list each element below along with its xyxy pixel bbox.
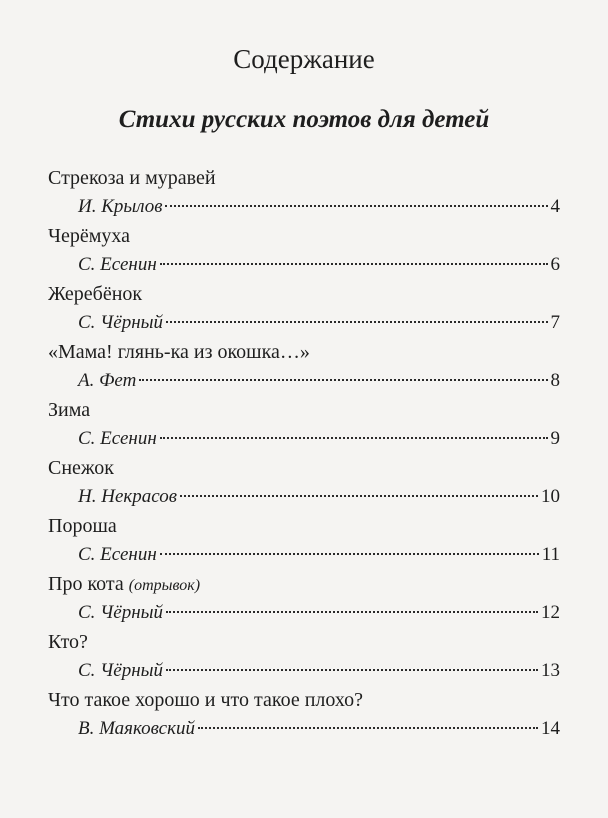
author-name: В. Маяковский (78, 718, 195, 739)
dot-leader (160, 437, 548, 439)
poem-title (48, 686, 560, 714)
poem-title-text: Черёмуха (48, 225, 131, 247)
toc-entry (48, 338, 560, 396)
dot-leader (160, 263, 548, 265)
author-name: С. Чёрный (78, 660, 163, 681)
author-name: Н. Некрасов (78, 486, 177, 507)
poem-title (48, 628, 560, 656)
author-line (48, 192, 560, 222)
poem-title (48, 454, 560, 482)
poem-title-text: Кто? (48, 631, 88, 653)
poem-title (48, 222, 560, 250)
toc-entry (48, 454, 560, 512)
page-number: 6 (550, 254, 560, 275)
author-name: С. Чёрный (78, 312, 163, 333)
dot-leader (180, 495, 538, 497)
page-number: 11 (541, 544, 560, 565)
poem-title-text: «Мама! глянь-ка из окошка…» (48, 341, 310, 363)
page-number: 13 (541, 660, 560, 681)
page-number: 10 (541, 486, 560, 507)
toc-entry (48, 570, 560, 628)
dot-leader (166, 611, 538, 613)
poem-title-text: Зима (48, 399, 91, 421)
page-title: Содержание (233, 44, 375, 74)
table-of-contents (48, 164, 560, 744)
poem-title (48, 338, 560, 366)
author-name: С. Есенин (78, 428, 157, 449)
dot-leader (198, 727, 538, 729)
page-number: 12 (541, 602, 560, 623)
author-line (48, 656, 560, 686)
author-line (48, 714, 560, 744)
poem-note: (отрывок) (128, 577, 201, 594)
dot-leader (166, 321, 548, 323)
author-name: И. Крылов (78, 196, 163, 217)
poem-title-text: Что такое хорошо и что такое плохо? (48, 689, 364, 711)
author-name: С. Есенин (78, 544, 157, 565)
poem-title (48, 396, 560, 424)
author-name: А. Фет (78, 370, 137, 391)
section-title: Стихи русских поэтов для детей (118, 106, 490, 133)
page-number: 8 (550, 370, 560, 391)
dot-leader (139, 379, 547, 381)
poem-title (48, 570, 560, 598)
toc-entry (48, 396, 560, 454)
poem-title (48, 280, 560, 308)
poem-title-text: Пороша (48, 515, 117, 537)
toc-entry (48, 280, 560, 338)
page-number: 9 (550, 428, 560, 449)
dot-leader (160, 553, 539, 555)
toc-entry (48, 512, 560, 570)
poem-title-text: Про кота (48, 573, 124, 595)
author-line (48, 482, 560, 512)
poem-title-text: Стрекоза и муравей (48, 167, 216, 189)
toc-entry (48, 686, 560, 744)
page-number: 4 (550, 196, 560, 217)
page-number: 14 (541, 718, 560, 739)
poem-title (48, 164, 560, 192)
page-number: 7 (550, 312, 560, 333)
author-line (48, 250, 560, 280)
author-name: С. Есенин (78, 254, 157, 275)
toc-entry (48, 628, 560, 686)
poem-title-text: Снежок (48, 457, 114, 479)
toc-entry (48, 164, 560, 222)
author-line (48, 366, 560, 396)
author-line (48, 308, 560, 338)
author-name: С. Чёрный (78, 602, 163, 623)
author-line (48, 424, 560, 454)
dot-leader (166, 669, 538, 671)
author-line (48, 540, 560, 570)
author-line (48, 598, 560, 628)
toc-entry (48, 222, 560, 280)
poem-title (48, 512, 560, 540)
poem-title-text: Жеребёнок (48, 283, 143, 305)
dot-leader (165, 205, 547, 207)
